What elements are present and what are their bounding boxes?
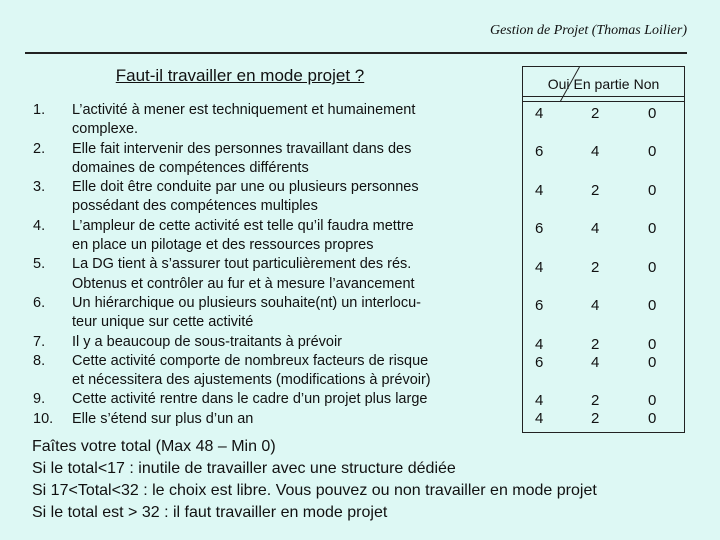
criterion-number: 7. — [33, 333, 46, 350]
score-non: 0 — [648, 392, 657, 409]
score-non: 0 — [648, 336, 657, 353]
score-en-partie: 4 — [591, 354, 600, 371]
criterion-text — [72, 390, 503, 409]
criterion-line: domaines de compétences différents — [72, 159, 309, 176]
score-en-partie: 2 — [591, 336, 600, 353]
score-oui: 6 — [535, 143, 544, 160]
column-oui: Oui — [547, 76, 570, 92]
criterion-item — [33, 410, 503, 429]
criterion-text — [72, 333, 503, 352]
criterion-item — [33, 178, 503, 217]
score-en-partie: 4 — [591, 297, 600, 314]
criterion-text — [72, 217, 503, 256]
criterion-line: Il y a beaucoup de sous-traitants à prévoir — [72, 333, 343, 350]
score-oui: 4 — [535, 410, 544, 427]
score-non: 0 — [648, 410, 657, 427]
criterion-number: 10. — [33, 410, 54, 427]
criterion-line: L’activité à mener est techniquement et humainement — [72, 102, 416, 118]
criterion-line: et nécessitera des ajustements (modifications à prévoir) — [72, 372, 431, 389]
criterion-number: 9. — [33, 391, 46, 408]
score-oui: 6 — [535, 220, 544, 237]
header-rule — [25, 52, 687, 54]
criterion-line: complexe. — [72, 121, 139, 138]
criterion-text — [72, 352, 503, 391]
footer-instructions — [32, 436, 692, 524]
footer-line: Si le total<17 : inutile de travailler avec une structure dédiée — [32, 460, 456, 477]
score-non: 0 — [648, 105, 657, 122]
criterion-line: Un hiérarchique ou plusieurs souhaite(nt) un interlocu- — [72, 294, 421, 311]
score-oui: 4 — [535, 105, 544, 122]
criterion-number: 5. — [33, 256, 46, 273]
criterion-line: teur unique sur cette activité — [72, 314, 254, 331]
score-non: 0 — [648, 182, 657, 199]
criterion-number: 3. — [33, 179, 46, 196]
score-oui: 4 — [535, 259, 544, 276]
criterion-item — [33, 255, 503, 294]
criterion-item — [33, 294, 503, 333]
score-oui: 4 — [535, 392, 544, 409]
criterion-number: 6. — [33, 294, 46, 311]
criterion-item — [33, 217, 503, 256]
score-non: 0 — [648, 297, 657, 314]
score-en-partie: 2 — [591, 392, 600, 409]
footer-line: Si 17<Total<32 : le choix est libre. Vous pouvez ou non travailler en mode projet — [32, 482, 597, 499]
criterion-line: L’ampleur de cette activité est telle qu’il faudra mettre — [72, 217, 414, 234]
criterion-number: 2. — [33, 140, 46, 157]
criterion-text — [72, 255, 503, 294]
criterion-item — [33, 333, 503, 352]
criterion-line: Elle s’étend sur plus d’un an — [72, 410, 254, 427]
score-en-partie: 4 — [591, 143, 600, 160]
criterion-item — [33, 101, 503, 140]
score-en-partie: 2 — [591, 105, 600, 122]
criteria-list — [33, 101, 503, 429]
score-non: 0 — [648, 143, 657, 160]
score-en-partie: 2 — [591, 259, 600, 276]
footer-line: Si le total est > 32 : il faut travailler en mode projet — [32, 504, 388, 521]
score-en-partie: 2 — [591, 410, 600, 427]
criterion-line: possédant des compétences multiples — [72, 198, 318, 215]
column-non: Non — [633, 76, 660, 92]
scores-grid — [522, 96, 685, 433]
criterion-text — [72, 178, 503, 217]
score-en-partie: 4 — [591, 220, 600, 237]
criterion-line: La DG tient à s’assurer tout particulièrement des rés. — [72, 256, 412, 273]
criterion-line: Obtenus et contrôler au fur et à mesure l’avancement — [72, 275, 415, 292]
criterion-number: 1. — [33, 102, 46, 118]
slide-title: Faut-il travailler en mode projet ? — [115, 66, 365, 85]
criterion-text — [72, 140, 503, 179]
footer-line: Faîtes votre total (Max 48 – Min 0) — [32, 438, 276, 455]
score-non: 0 — [648, 354, 657, 371]
criterion-number: 8. — [33, 352, 46, 369]
column-en-partie: En partie — [573, 76, 630, 92]
criterion-line: Cette activité rentre dans le cadre d’un projet plus large — [72, 391, 428, 408]
score-oui: 6 — [535, 297, 544, 314]
score-non: 0 — [648, 220, 657, 237]
criterion-text — [72, 101, 503, 140]
criterion-text — [72, 410, 503, 429]
score-oui: 4 — [535, 182, 544, 199]
score-oui: 4 — [535, 336, 544, 353]
score-en-partie: 2 — [591, 182, 600, 199]
criterion-line: Elle fait intervenir des personnes travaillant dans des — [72, 140, 412, 157]
criterion-line: en place un pilotage et des ressources propres — [72, 237, 374, 254]
criterion-text — [72, 294, 503, 333]
slide-header: Gestion de Projet (Thomas Loilier) — [489, 23, 687, 38]
criterion-item — [33, 390, 503, 409]
criterion-line: Elle doit être conduite par une ou plusieurs personnes — [72, 179, 419, 196]
score-oui: 6 — [535, 354, 544, 371]
score-non: 0 — [648, 259, 657, 276]
criterion-number: 4. — [33, 217, 46, 234]
criterion-line: Cette activité comporte de nombreux facteurs de risque — [72, 352, 429, 369]
criterion-item — [33, 352, 503, 391]
criterion-item — [33, 140, 503, 179]
